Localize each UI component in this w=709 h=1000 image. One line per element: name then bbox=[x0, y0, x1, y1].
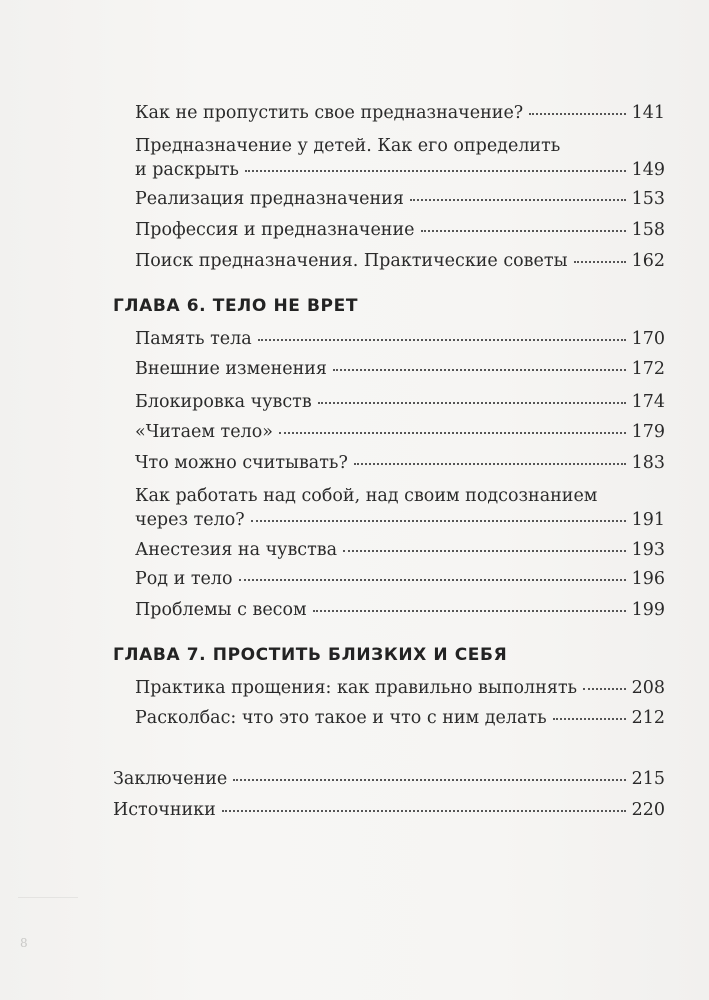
toc-entry-title: Поиск предназначения. Практические советы bbox=[135, 251, 568, 271]
toc-entry bbox=[135, 599, 665, 621]
leader-dots bbox=[239, 575, 626, 581]
leader-dots bbox=[343, 546, 626, 552]
leader-dots bbox=[574, 257, 626, 263]
toc-entry-page: 174 bbox=[631, 392, 665, 412]
toc-entry-page: 191 bbox=[631, 510, 665, 530]
toc-entry-title: Предназначение у детей. Как его определить bbox=[135, 136, 561, 156]
toc-entry-page: 196 bbox=[631, 569, 665, 589]
toc-entry-page: 141 bbox=[631, 103, 665, 123]
toc-entry bbox=[135, 509, 665, 531]
toc-entry bbox=[135, 102, 665, 124]
leader-dots bbox=[583, 684, 626, 690]
leader-dots bbox=[222, 806, 626, 812]
toc-entry-page: 220 bbox=[631, 800, 665, 820]
toc-entry-title: Реализация предназначения bbox=[135, 189, 404, 209]
toc-entry bbox=[135, 421, 665, 443]
leader-dots bbox=[410, 195, 626, 201]
toc-entry bbox=[135, 391, 665, 413]
toc-entry-page: 172 bbox=[631, 359, 665, 379]
leader-dots bbox=[251, 516, 626, 522]
toc-entry-title: Профессия и предназначение bbox=[135, 220, 415, 240]
toc-entry bbox=[135, 707, 665, 729]
leader-dots bbox=[421, 226, 626, 232]
toc-entry-page: 179 bbox=[631, 422, 665, 442]
toc-entry-title: Память тела bbox=[135, 329, 252, 349]
toc-entry bbox=[113, 799, 665, 821]
toc-entry bbox=[135, 219, 665, 241]
toc-entry-page: 199 bbox=[631, 600, 665, 620]
toc-entry-title: Блокировка чувств bbox=[135, 392, 312, 412]
leader-dots bbox=[333, 365, 626, 371]
toc-entry-first-line bbox=[135, 485, 665, 507]
leader-dots bbox=[313, 606, 626, 612]
toc-entry-page: 149 bbox=[631, 160, 665, 180]
toc-entry-title: Внешние изменения bbox=[135, 359, 327, 379]
toc-entry bbox=[135, 328, 665, 350]
toc-entry bbox=[135, 452, 665, 474]
toc-entry-title: «Читаем тело» bbox=[135, 422, 273, 442]
toc-entry-title: Практика прощения: как правильно выполнять bbox=[135, 678, 578, 698]
toc-entry-title: Как работать над собой, над своим подсознанием bbox=[135, 486, 598, 506]
toc-entry-title: Проблемы с весом bbox=[135, 600, 307, 620]
toc-entry bbox=[135, 188, 665, 210]
toc-entry bbox=[135, 358, 665, 380]
toc-entry bbox=[135, 677, 665, 699]
toc-entry-title: и раскрыть bbox=[135, 160, 239, 180]
chapter-heading: ГЛАВА 7. ПРОСТИТЬ БЛИЗКИХ И СЕБЯ bbox=[113, 645, 508, 665]
toc-entry bbox=[135, 568, 665, 590]
toc-entry-page: 183 bbox=[631, 453, 665, 473]
toc-entry-title: Расколбас: что это такое и что с ним делать bbox=[135, 708, 547, 728]
toc-entry bbox=[135, 539, 665, 561]
leader-dots bbox=[233, 775, 625, 781]
leader-dots bbox=[553, 714, 626, 720]
toc-entry-title: Источники bbox=[113, 800, 216, 820]
chapter-heading: ГЛАВА 6. ТЕЛО НЕ ВРЕТ bbox=[113, 296, 359, 316]
toc-entry-first-line bbox=[135, 135, 665, 157]
toc-entry bbox=[135, 159, 665, 181]
toc-entry-page: 170 bbox=[631, 329, 665, 349]
toc-entry-title: Род и тело bbox=[135, 569, 233, 589]
leader-dots bbox=[245, 166, 626, 172]
leader-dots bbox=[258, 335, 626, 341]
leader-dots bbox=[279, 428, 626, 434]
toc-entry-title: Что можно считывать? bbox=[135, 453, 348, 473]
toc-entry-title: Как не пропустить свое предназначение? bbox=[135, 103, 524, 123]
leader-dots bbox=[354, 459, 626, 465]
leader-dots bbox=[529, 109, 625, 115]
toc-entry-title: через тело? bbox=[135, 510, 245, 530]
toc-entry-page: 215 bbox=[631, 769, 665, 789]
page-number: 8 bbox=[20, 936, 28, 950]
toc-entry-page: 193 bbox=[631, 540, 665, 560]
margin-rule bbox=[18, 897, 78, 898]
toc-entry-title: Заключение bbox=[113, 769, 228, 789]
toc-entry-page: 208 bbox=[631, 678, 665, 698]
toc-entry-page: 153 bbox=[631, 189, 665, 209]
toc-entry bbox=[113, 768, 665, 790]
toc-entry-page: 162 bbox=[631, 251, 665, 271]
toc-entry-page: 212 bbox=[631, 708, 665, 728]
leader-dots bbox=[318, 398, 626, 404]
toc-entry-title: Анестезия на чувства bbox=[135, 540, 338, 560]
toc-entry bbox=[135, 250, 665, 272]
toc-entry-page: 158 bbox=[631, 220, 665, 240]
